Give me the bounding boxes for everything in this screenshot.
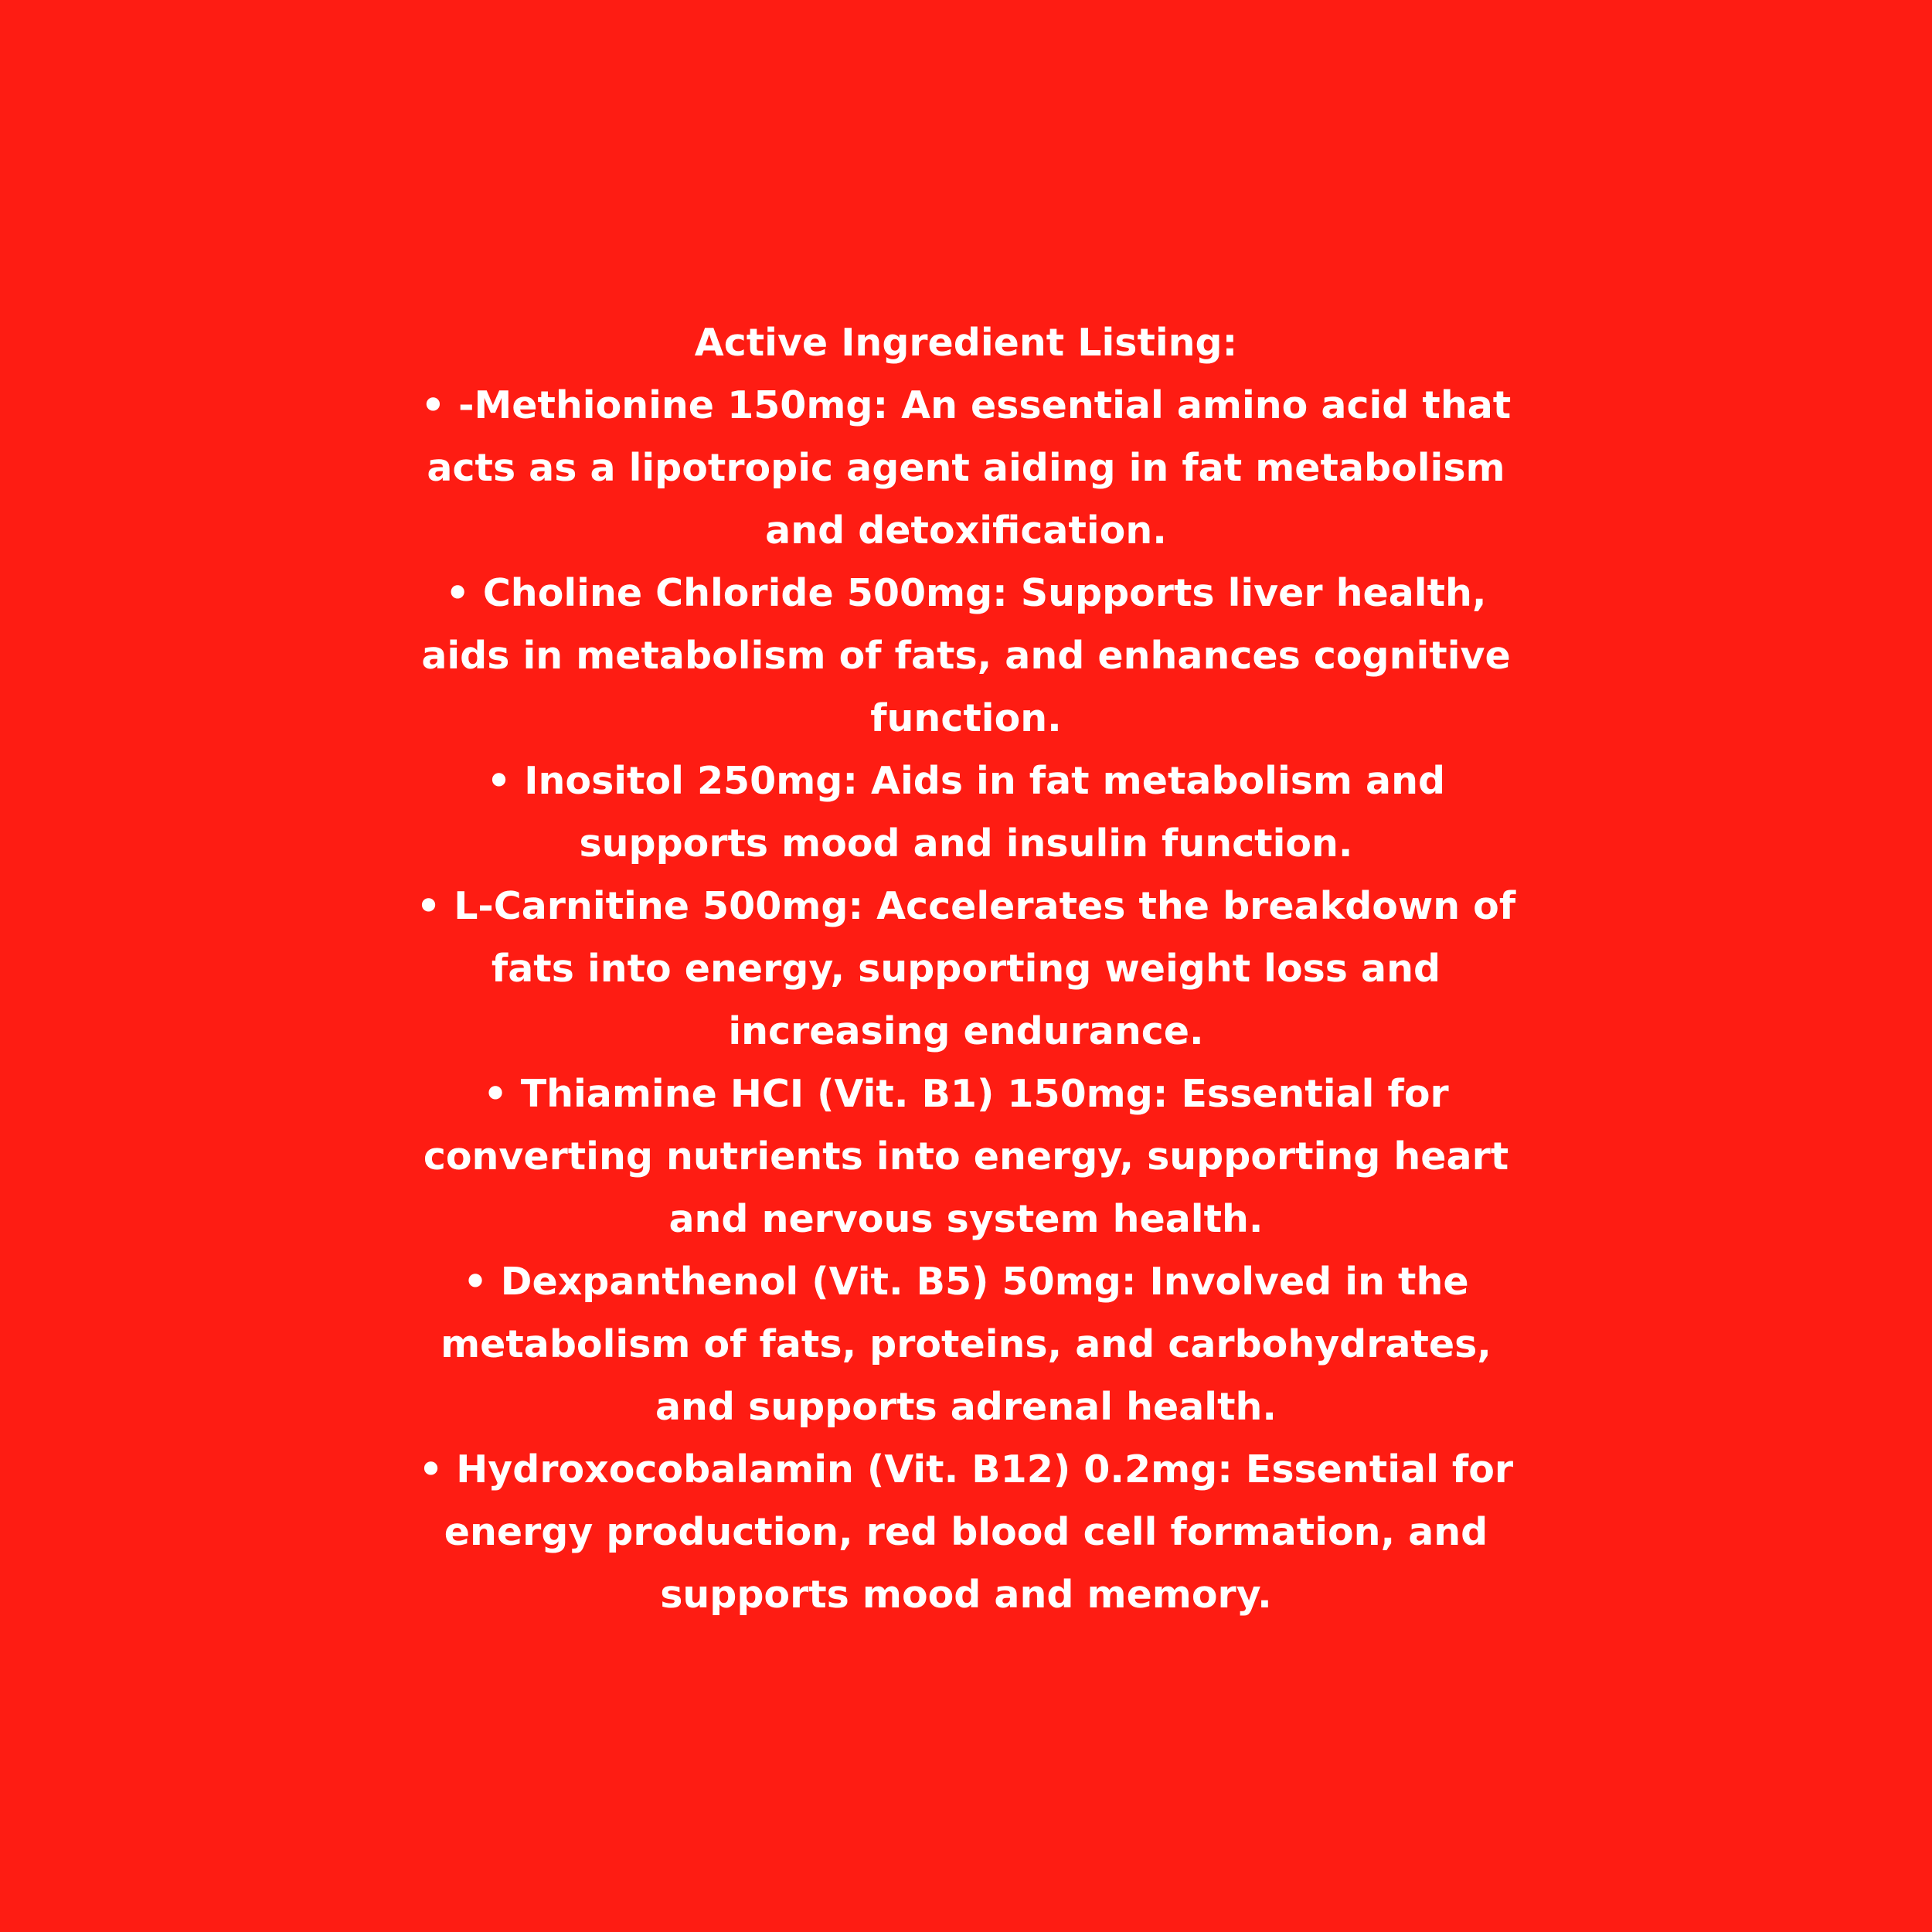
dexpanthenol-line-1: • Dexpanthenol (Vit. B5) 50mg: Involved in the [463,1260,1469,1304]
carnitine-line-1: • L-Carnitine 500mg: Accelerates the breakdown of [416,884,1516,928]
hydroxocobalamin-line-2: energy production, red blood cell formation, and [444,1510,1488,1554]
methionine-line-2: acts as a lipotropic agent aiding in fat metabolism [427,446,1505,490]
choline-line-2: aids in metabolism of fats, and enhances cognitive [421,634,1511,678]
methionine-line-3: and detoxification. [765,509,1167,553]
inositol-line-2: supports mood and insulin function. [579,821,1353,866]
dexpanthenol-line-3: and supports adrenal health. [655,1385,1277,1429]
listing-heading: Active Ingredient Listing: [694,321,1238,365]
thiamine-line-2: converting nutrients into energy, supporting heart [423,1134,1509,1179]
inositol-line-1: • Inositol 250mg: Aids in fat metabolism and [486,759,1446,803]
choline-line-1: • Choline Chloride 500mg: Supports liver health, [445,571,1487,615]
carnitine-line-2: fats into energy, supporting weight loss and [491,947,1441,991]
methionine-line-1: • -Methionine 150mg: An essential amino acid that [420,383,1512,427]
dexpanthenol-line-2: metabolism of fats, proteins, and carbohydrates, [440,1322,1492,1366]
ingredient-listing [386,311,1546,1626]
hydroxocobalamin-line-3: supports mood and memory. [660,1573,1272,1617]
thiamine-line-3: and nervous system health. [668,1197,1264,1241]
carnitine-line-3: increasing endurance. [728,1009,1204,1053]
thiamine-line-1: • Thiamine HCI (Vit. B1) 150mg: Essential for [483,1072,1449,1116]
choline-line-3: function. [870,696,1062,740]
hydroxocobalamin-line-1: • Hydroxocobalamin (Vit. B12) 0.2mg: Essential for [418,1447,1514,1492]
